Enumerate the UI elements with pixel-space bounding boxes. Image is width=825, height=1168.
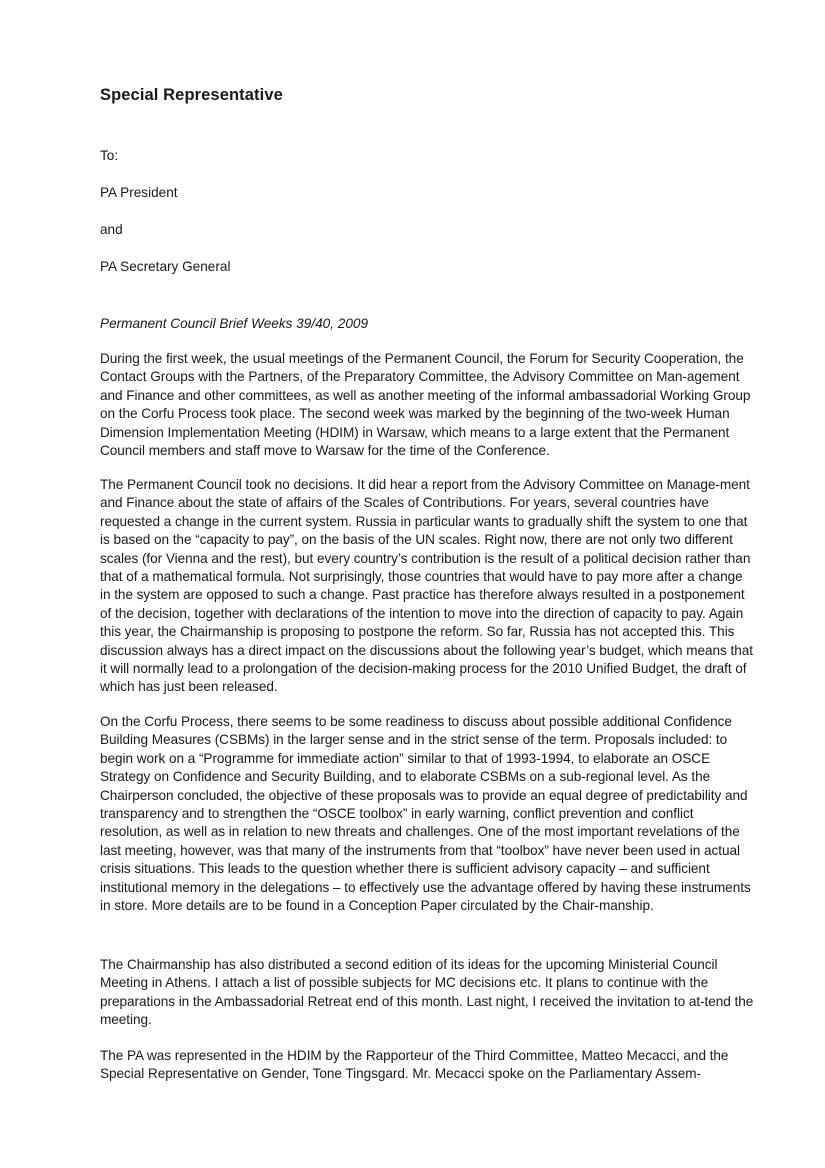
document-heading: Special Representative [100,86,283,104]
body-paragraph-2: The Permanent Council took no decisions. It did hear a report from the Advisory Committee on Manage-ment and Finance about the state of affairs of the Scales of Contributions. For years, several countries have requested a change in the current system. Russia in particular wants to gradually shift the system to one that is based on the “capacity to pay”, on the basis of the UN scales. Right now, there are not only two different scales (for Vienna and the rest), but every country’s contribution is the result of a political decision rather than that of a mathematical formula. Not surprisingly, those countries that would have to pay more after a change in the system are opposed to such a change. Past practice has therefore always resulted in a postponement of the decision, together with declarations of the intention to move into the direction of capacity to pay. Again this year, the Chairmanship is proposing to postpone the reform. So far, Russia has not accepted this. This discussion always has a direct impact on the discussions about the following year’s budget, which means that it will normally lead to a prolongation of the decision-making process for the 2010 Unified Budget, the draft of which has just been released. [100,477,754,695]
recipient-conjunction: and [100,222,123,237]
recipient-label: To: [100,148,119,163]
body-paragraph-3: On the Corfu Process, there seems to be some readiness to discuss about possible additional Confidence Building Measures (CSBMs) in the larger sense and in the strict sense of the term. Proposals included: to begin work on a “Programme for immediate action” similar to that of 1993-1994, to elaborate an OSCE Strategy on Confidence and Security Building, and to elaborate CSBMs on a sub-regional level. As the Chairperson concluded, the objective of these proposals was to provide an equal degree of predictability and transparency and to strengthen the “OSCE toolbox” in early warning, conflict prevention and conflict resolution, as well as in relation to new threats and challenges. One of the most important revelations of the last meeting, however, was that many of the instruments from that “toolbox” have never been used in actual crisis situations. This leads to the question whether there is sufficient advisory capacity – and sufficient institutional memory in the delegations – to effectively use the advantage offered by having these instruments in store. More details are to be found in a Conception Paper circulated by the Chair-manship. [100,714,751,914]
body-paragraph-1: During the first week, the usual meetings of the Permanent Council, the Forum for Security Cooperation, the Contact Groups with the Partners, of the Preparatory Committee, the Advisory Committee on Man-agement and Finance and other committees, as well as another meeting of the informal ambassadorial Working Group on the Corfu Process took place. The second week was marked by the beginning of the two-week Human Dimension Implementation Meeting (HDIM) in Warsaw, which means to a large extent that the Permanent Council members and staff move to Warsaw for the time of the Conference. [100,351,751,459]
recipient-president: PA President [100,185,178,200]
body-paragraph-5: The PA was represented in the HDIM by the Rapporteur of the Third Committee, Matteo Mecacci, and the Special Representative on Gender, Tone Tingsgard. Mr. Mecacci spoke on the Parliamentary Assem- [100,1048,729,1082]
recipient-secretary: PA Secretary General [100,259,231,274]
body-paragraph-4: The Chairmanship has also distributed a second edition of its ideas for the upcoming Ministerial Council Meeting in Athens. I attach a list of possible subjects for MC decisions etc. It plans to continue with the preparations in the Ambassadorial Retreat end of this month. Last night, I received the invitation to at-tend the meeting. [100,957,754,1028]
brief-title: Permanent Council Brief Weeks 39/40, 2009 [100,316,368,331]
